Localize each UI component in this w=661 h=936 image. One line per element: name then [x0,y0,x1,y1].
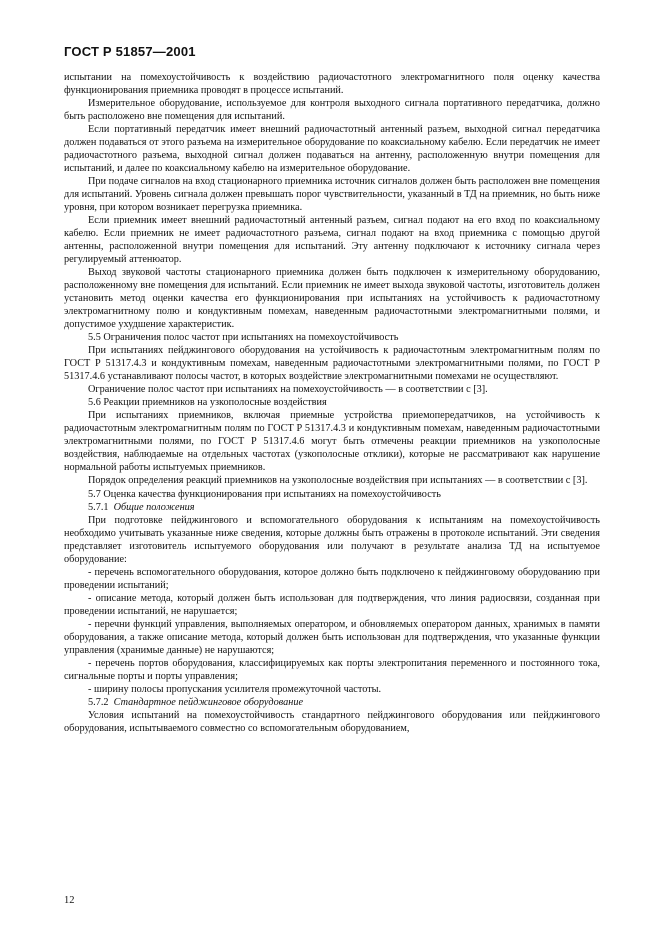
paragraph: Выход звуковой частоты стационарного приемника должен быть подключен к измерительному оборудованию, расположенному вне помещения для испытаний. Если приемник не имеет выхода звуковой частоты, изготовитель должен установить метод оценки качества его функционирования при испытаниях на устойчивость к радиочастотному электромагнитному полю и кондуктивным помехам, наведенным радиочастотными электромагнитными полями, и допустимое ухудшение характеристик. [64,267,600,331]
list-item: - перечень вспомогательного оборудования, которое должно быть подключено к пейджинговому оборудованию при проведении испытаний; [64,566,600,591]
section-heading: 5.7 Оценка качества функционирования при испытаниях на помехоустойчивость [88,488,441,500]
paragraph: Измерительное оборудование, используемое для контроля выходного сигнала портативного передатчика, должно быть расположено вне помещения для испытаний. [64,98,600,123]
paragraph: Если портативный передатчик имеет внешний радиочастотный антенный разъем, выходной сигнал передатчика должен подаваться от этого разъема на измерительное оборудование по коаксиальному кабелю. Если передатчик не имеет радиочастотного разъема, выходной сигнал должен подаваться на антенну, расположенную внутри помещения для испытаний, и далее по коаксиальному кабелю на измерительное оборудование. [64,124,600,175]
paragraph: испытании на помехоустойчивость к воздействию радиочастотного электромагнитного поля оценку качества функционирования приемника проводят в процессе испытаний. [64,72,600,97]
section-heading: 5.6 Реакции приемников на узкополосные воздействия [88,397,327,409]
paragraph: При испытаниях приемников, включая приемные устройства приемопередатчиков, на устойчивость к радиочастотным электромагнитным полям по ГОСТ Р 51317.4.3 и кондуктивным помехам, наведенным радиочастотными электромагнитными полями, по ГОСТ Р 51317.4.6 могут быть отмечены реакции приемников на узкополосные воздействия, наблюдаемые на отдельных частотах (узкополосные отклики), которые не рассматривают как нарушение нормальной работы испытуемых приемников. [64,410,600,474]
paragraph: При подготовке пейджингового и вспомогательного оборудования к испытаниям на помехоустойчивость необходимо учитывать указанные ниже сведения, которые должны быть отражены в протоколе испытаний. Эти сведения представляет изготовитель испытуемого оборудования или получают в результате анализа ТД на испытуемое оборудование: [64,514,600,565]
list-item: - перечни функций управления, выполняемых оператором, и обновляемых оператором данных, хранимых в памяти оборудования, а также описание метода, который должен быть использован для подтверждения, что указанные функции управления (хранимые данные) не нарушаются; [64,618,600,656]
paragraph: Условия испытаний на помехоустойчивость стандартного пейджингового оборудования или пейджингового оборудования, испытываемого совместно со вспомогательным оборудованием, [64,709,600,734]
subsection-heading [64,501,600,514]
paragraph: При подаче сигналов на вход стационарного приемника источник сигналов должен быть расположен вне помещения для испытаний. Уровень сигнала должен превышать порог чувствительности, указанный в ТД на приемник, но быть ниже уровня, при котором возникает перегрузка приемника. [64,176,600,214]
page-number: 12 [64,895,75,906]
subsection-heading [64,696,600,709]
subsection-title: Стандартное пейджинговое оборудование [113,696,303,708]
list-item: - описание метода, который должен быть использован для подтверждения, что линия радиосвязи, созданная при проведении испытаний, не нарушается; [64,592,600,617]
subsection-number: 5.7.1 [88,501,109,513]
list-item: - перечень портов оборудования, классифицируемых как порты электропитания переменного и постоянного тока, сигнальные порты и порты управления; [64,657,600,682]
section-heading: 5.5 Ограничения полос частот при испытаниях на помехоустойчивость [88,332,399,344]
page-body [64,71,600,735]
paragraph: Порядок определения реакций приемников на узкополосные воздействия при испытаниях — в соответствии с [3]. [88,475,588,487]
paragraph: Если приемник имеет внешний радиочастотный антенный разъем, сигнал подают на его вход по коаксиальному кабелю. Если приемник не имеет радиочастотного разъема, сигнал подают на вход приемника с помощью другой антенны, расположенной внутри помещения для испытаний. Эту антенну подключают к источнику сигнала через регулируемый аттенюатор. [64,215,600,266]
document-header: ГОСТ Р 51857—2001 [64,44,196,59]
subsection-title: Общие положения [113,501,195,513]
list-item: - ширину полосы пропускания усилителя промежуточной частоты. [88,683,382,695]
subsection-number: 5.7.2 [88,696,109,708]
paragraph: Ограничение полос частот при испытаниях на помехоустойчивость — в соответствии с [3]. [88,384,488,396]
paragraph: При испытаниях пейджингового оборудования на устойчивость к радиочастотным электромагнитным полям по ГОСТ Р 51317.4.3 и кондуктивным помехам, наведенным радиочастотными электромагнитными полями, по ГОСТ Р 51317.4.6 устанавливают полосы частот, в которых воздействие электромагнитными помехами не осуществляют. [64,345,600,383]
